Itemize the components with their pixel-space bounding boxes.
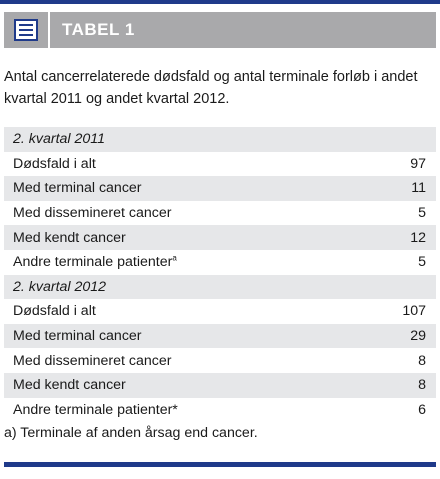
row-value: 5: [418, 205, 426, 222]
row-value: 11: [411, 180, 426, 197]
row-value: 5: [418, 254, 426, 271]
row-value: 8: [418, 352, 426, 369]
row-value: 8: [418, 377, 426, 394]
data-table: [4, 127, 436, 422]
table-row: [4, 201, 436, 226]
row-label: Dødsfald i alt: [13, 155, 96, 172]
row-label: Andre terminale patienter: [13, 254, 173, 271]
document-icon: [14, 19, 38, 41]
table-caption: Antal cancerrelaterede dødsfald og antal terminale forløb i andet kvartal 2011 og andet kvartal 2012.: [4, 69, 418, 107]
table-row: [4, 176, 436, 201]
bottom-rule: [4, 462, 436, 467]
row-label: Med terminal cancer: [13, 180, 142, 197]
footnote-marker: a: [172, 253, 177, 263]
row-label-with-marker: [13, 254, 177, 270]
table-footnote: a) Terminale af anden årsag end cancer.: [4, 425, 258, 441]
row-value: 107: [402, 303, 426, 320]
table-title: TABEL 1: [62, 20, 135, 39]
table-row: [4, 373, 436, 398]
table-row: [4, 324, 436, 349]
table-row: [4, 152, 436, 177]
row-value: 12: [410, 229, 426, 246]
table-row: [4, 348, 436, 373]
row-value: 97: [410, 155, 426, 172]
section-heading-2011: [4, 127, 436, 152]
row-label: Med terminal cancer: [13, 328, 142, 345]
table-row: [4, 225, 436, 250]
icon-box: [4, 12, 50, 48]
row-label: Med kendt cancer: [13, 229, 126, 246]
row-label: Dødsfald i alt: [13, 303, 96, 320]
section-heading-label: 2. kvartal 2011: [13, 131, 106, 148]
section-heading-label: 2. kvartal 2012: [13, 278, 107, 295]
row-value: 6: [418, 401, 426, 418]
table-row: [4, 398, 436, 423]
row-label: Med dissemineret cancer: [13, 205, 172, 222]
row-label: Med dissemineret cancer: [13, 352, 172, 369]
row-label: Andre terminale patienter*: [13, 401, 178, 418]
table-row: [4, 250, 436, 275]
row-value: 29: [410, 328, 426, 345]
table-header: [4, 12, 436, 48]
section-heading-2012: [4, 275, 436, 300]
table-row: [4, 299, 436, 324]
top-rule: [0, 0, 440, 4]
row-label: Med kendt cancer: [13, 377, 126, 394]
